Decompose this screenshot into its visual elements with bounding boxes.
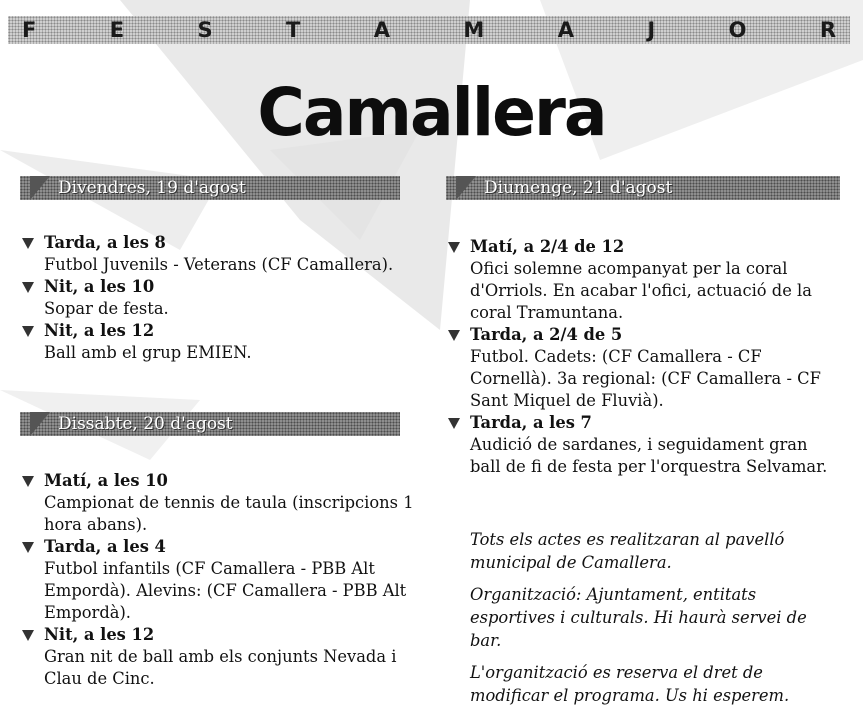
event-list-saturday bbox=[20, 470, 420, 690]
festa-major-banner bbox=[8, 16, 850, 44]
note-venue: Tots els actes es realitzaran al pavelló municipal de Camallera. bbox=[470, 530, 785, 572]
banner-letter: M bbox=[463, 18, 485, 42]
day-heading: Divendres, 19 d'agost bbox=[58, 178, 246, 198]
list-item bbox=[446, 324, 842, 412]
triangle-icon bbox=[30, 176, 50, 200]
event-time: Tarda, a les 4 bbox=[44, 537, 166, 556]
triangle-bullet-icon bbox=[22, 238, 34, 249]
triangle-bullet-icon bbox=[448, 418, 460, 429]
event-description: Ball amb el grup EMIEN. bbox=[44, 343, 252, 362]
list-item bbox=[446, 236, 842, 324]
event-description: Campionat de tennis de taula (inscripcions 1 hora abans). bbox=[44, 493, 414, 534]
event-time: Nit, a les 12 bbox=[44, 625, 155, 644]
triangle-bullet-icon bbox=[22, 282, 34, 293]
event-time: Tarda, a les 8 bbox=[44, 233, 166, 252]
event-time: Nit, a les 10 bbox=[44, 277, 155, 296]
event-description: Gran nit de ball amb els conjunts Nevada i Clau de Cinc. bbox=[44, 647, 397, 688]
banner-letter: T bbox=[286, 18, 301, 42]
event-list-friday bbox=[20, 232, 420, 364]
list-item bbox=[20, 536, 420, 624]
event-time: Matí, a les 10 bbox=[44, 471, 168, 490]
event-time: Tarda, a 2/4 de 5 bbox=[470, 325, 623, 344]
list-item bbox=[20, 470, 420, 536]
triangle-bullet-icon bbox=[22, 542, 34, 553]
banner-letter: J bbox=[647, 18, 656, 42]
event-description: Futbol. Cadets: (CF Camallera - CF Cornellà). 3a regional: (CF Camallera - CF Sant Miquel de Fluvià). bbox=[470, 347, 821, 410]
banner-letter: E bbox=[109, 18, 125, 42]
event-description: Audició de sardanes, i seguidament gran ball de fi de festa per l'orquestra Selvamar. bbox=[470, 435, 828, 476]
event-description: Futbol Juvenils - Veterans (CF Camallera). bbox=[44, 255, 394, 274]
footer-notes bbox=[470, 528, 842, 716]
event-description: Sopar de festa. bbox=[44, 299, 169, 318]
banner-letter: F bbox=[22, 18, 37, 42]
day-heading: Diumenge, 21 d'agost bbox=[484, 178, 673, 198]
event-time: Tarda, a les 7 bbox=[470, 413, 592, 432]
list-item bbox=[446, 412, 842, 478]
triangle-icon bbox=[456, 176, 476, 200]
event-time: Matí, a 2/4 de 12 bbox=[470, 237, 625, 256]
list-item bbox=[20, 320, 420, 364]
page-title: Camallera bbox=[257, 74, 606, 151]
list-item bbox=[20, 232, 420, 276]
banner-letter: A bbox=[373, 18, 390, 42]
day-heading: Dissabte, 20 d'agost bbox=[58, 414, 233, 434]
triangle-bullet-icon bbox=[22, 476, 34, 487]
event-time: Nit, a les 12 bbox=[44, 321, 155, 340]
note-organization: Organització: Ajuntament, entitats esportives i culturals. Hi haurà servei de bar. bbox=[470, 585, 807, 650]
triangle-bullet-icon bbox=[448, 330, 460, 341]
event-list-sunday bbox=[446, 236, 842, 478]
list-item bbox=[20, 276, 420, 320]
triangle-bullet-icon bbox=[22, 326, 34, 337]
day-header-saturday bbox=[20, 412, 400, 436]
triangle-bullet-icon bbox=[22, 630, 34, 641]
day-header-sunday bbox=[446, 176, 840, 200]
banner-letter: O bbox=[728, 18, 747, 42]
event-description: Futbol infantils (CF Camallera - PBB Alt Empordà). Alevins: (CF Camallera - PBB Alt Empordà). bbox=[44, 559, 407, 622]
day-header-friday bbox=[20, 176, 400, 200]
banner-letter: R bbox=[819, 18, 836, 42]
banner-letter: S bbox=[197, 18, 213, 42]
triangle-bullet-icon bbox=[448, 242, 460, 253]
note-disclaimer: L'organització es reserva el dret de modificar el programa. Us hi esperem. bbox=[470, 663, 790, 705]
event-description: Ofici solemne acompanyat per la coral d'Orriols. En acabar l'ofici, actuació de la coral Tramuntana. bbox=[470, 259, 812, 322]
list-item bbox=[20, 624, 420, 690]
banner-letter: A bbox=[557, 18, 574, 42]
triangle-icon bbox=[30, 412, 50, 436]
